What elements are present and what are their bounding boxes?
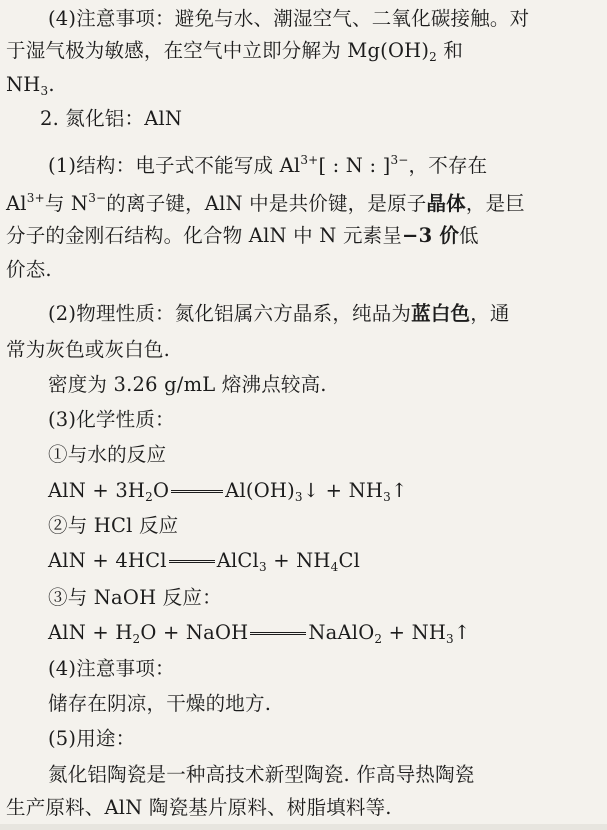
bold-term: 蓝白色 bbox=[411, 302, 471, 325]
subscript: 2 bbox=[429, 50, 437, 64]
text-segment: + NH bbox=[382, 621, 447, 644]
text-line-2 bbox=[0, 38, 607, 64]
text-segment: Al bbox=[6, 192, 27, 215]
page-bottom-edge bbox=[0, 824, 607, 830]
text-line-10 bbox=[0, 337, 607, 363]
text-line-3 bbox=[0, 72, 607, 98]
text-segment: 分子的金刚石结构。化合物 AlN 中 N 元素呈 bbox=[6, 224, 403, 247]
text-line-5 bbox=[0, 153, 607, 179]
text-segment: ，通 bbox=[470, 302, 510, 325]
equals-sign bbox=[171, 490, 223, 493]
equation-hcl bbox=[0, 548, 607, 574]
reaction-heading: ②与 HCl 反应 bbox=[48, 514, 179, 537]
text-segment: 生产原料、AlN 陶瓷基片原料、树脂填料等. bbox=[6, 796, 392, 819]
superscript: 3+ bbox=[300, 153, 319, 167]
subscript: 2 bbox=[132, 632, 141, 646]
subscript: 3 bbox=[40, 84, 49, 98]
text-line-23 bbox=[0, 795, 607, 821]
text-segment: 和 bbox=[437, 39, 464, 62]
text-segment: 于湿气极为敏感，在空气中立即分解为 Mg(OH) bbox=[6, 39, 430, 62]
text-segment: NaAlO bbox=[308, 621, 375, 644]
subscript: 2 bbox=[145, 490, 153, 504]
text-segment: 价态. bbox=[6, 258, 52, 281]
text-segment: ↑ bbox=[390, 479, 408, 502]
equation-water bbox=[0, 478, 607, 504]
text-segment: (1)结构：电子式不能写成 Al bbox=[48, 154, 301, 177]
reaction-heading: ③与 NaOH 反应： bbox=[48, 586, 222, 609]
text-line-19 bbox=[0, 656, 607, 682]
subscript: 3 bbox=[258, 560, 267, 574]
text-segment: 与 N bbox=[44, 192, 89, 215]
text-segment: 常为灰色或灰白色. bbox=[6, 338, 170, 361]
text-segment: 氮化铝陶瓷是一种高技术新型陶瓷. 作高导热陶瓷 bbox=[48, 763, 475, 786]
text-segment: ，不存在 bbox=[408, 154, 488, 177]
subscript: 3 bbox=[446, 632, 454, 646]
subsection-heading: (4)注意事项： bbox=[48, 657, 175, 680]
text-segment: 低 bbox=[459, 224, 479, 247]
text-segment: AlN + 3H bbox=[48, 479, 146, 502]
text-line-13 bbox=[0, 442, 607, 468]
text-segment: ，是巨 bbox=[465, 192, 525, 215]
bold-term: −3 价 bbox=[402, 224, 460, 247]
subscript: 2 bbox=[374, 632, 383, 646]
superscript: 3− bbox=[88, 191, 107, 205]
text-segment: AlN + H bbox=[48, 621, 133, 644]
text-segment: Al(OH) bbox=[225, 479, 295, 502]
electron-formula: [ : N : ] bbox=[318, 154, 391, 177]
superscript: 3+ bbox=[26, 191, 45, 205]
text-line-15 bbox=[0, 513, 607, 539]
text-segment: O bbox=[152, 479, 170, 502]
text-segment: AlCl bbox=[216, 549, 259, 572]
text-line-6 bbox=[0, 191, 607, 217]
text-line-9 bbox=[0, 301, 607, 327]
caution-heading-mg3n2: (4)注意事项：避免与水、潮湿空气、二氧化碳接触。对 bbox=[48, 7, 530, 30]
subsection-heading: (5)用途： bbox=[48, 727, 136, 750]
equation-naoh bbox=[0, 620, 607, 646]
text-line-7 bbox=[0, 223, 607, 249]
text-segment: Cl bbox=[338, 549, 361, 572]
subscript: 3 bbox=[294, 490, 303, 504]
subscript: 4 bbox=[330, 560, 339, 574]
text-line-20 bbox=[0, 691, 607, 717]
text-line-12 bbox=[0, 407, 607, 433]
text-segment: ↓ + NH bbox=[302, 479, 384, 502]
subsection-heading: (3)化学性质： bbox=[48, 408, 175, 431]
text-line-1 bbox=[0, 6, 607, 32]
section-heading-aln bbox=[0, 106, 607, 132]
text-segment: + NH bbox=[266, 549, 331, 572]
text-segment: . bbox=[48, 73, 55, 96]
text-segment: 储存在阴凉，干燥的地方. bbox=[48, 692, 272, 715]
text-line-8 bbox=[0, 257, 607, 283]
text-segment: ↑ bbox=[453, 621, 471, 644]
equals-sign bbox=[169, 560, 215, 563]
subscript: 3 bbox=[383, 490, 391, 504]
text-segment: NH bbox=[6, 73, 41, 96]
text-segment: 的离子键，AlN 中是共价键，是原子 bbox=[106, 192, 427, 215]
text-line-11 bbox=[0, 372, 607, 398]
text-segment: O + NaOH bbox=[140, 621, 249, 644]
text-segment: 密度为 3.26 g/mL 熔沸点较高. bbox=[48, 373, 327, 396]
text-line-21 bbox=[0, 726, 607, 752]
text-segment: AlN + 4HCl bbox=[48, 549, 167, 572]
superscript: 3− bbox=[390, 153, 409, 167]
text-line-17 bbox=[0, 585, 607, 611]
reaction-heading: ①与水的反应 bbox=[48, 443, 167, 466]
equals-sign bbox=[250, 632, 306, 635]
section-title: 2. 氮化铝：AlN bbox=[40, 107, 183, 130]
bold-term: 晶体 bbox=[426, 192, 466, 215]
text-line-22 bbox=[0, 762, 607, 788]
text-segment: (2)物理性质：氮化铝属六方晶系，纯品为 bbox=[48, 302, 412, 325]
